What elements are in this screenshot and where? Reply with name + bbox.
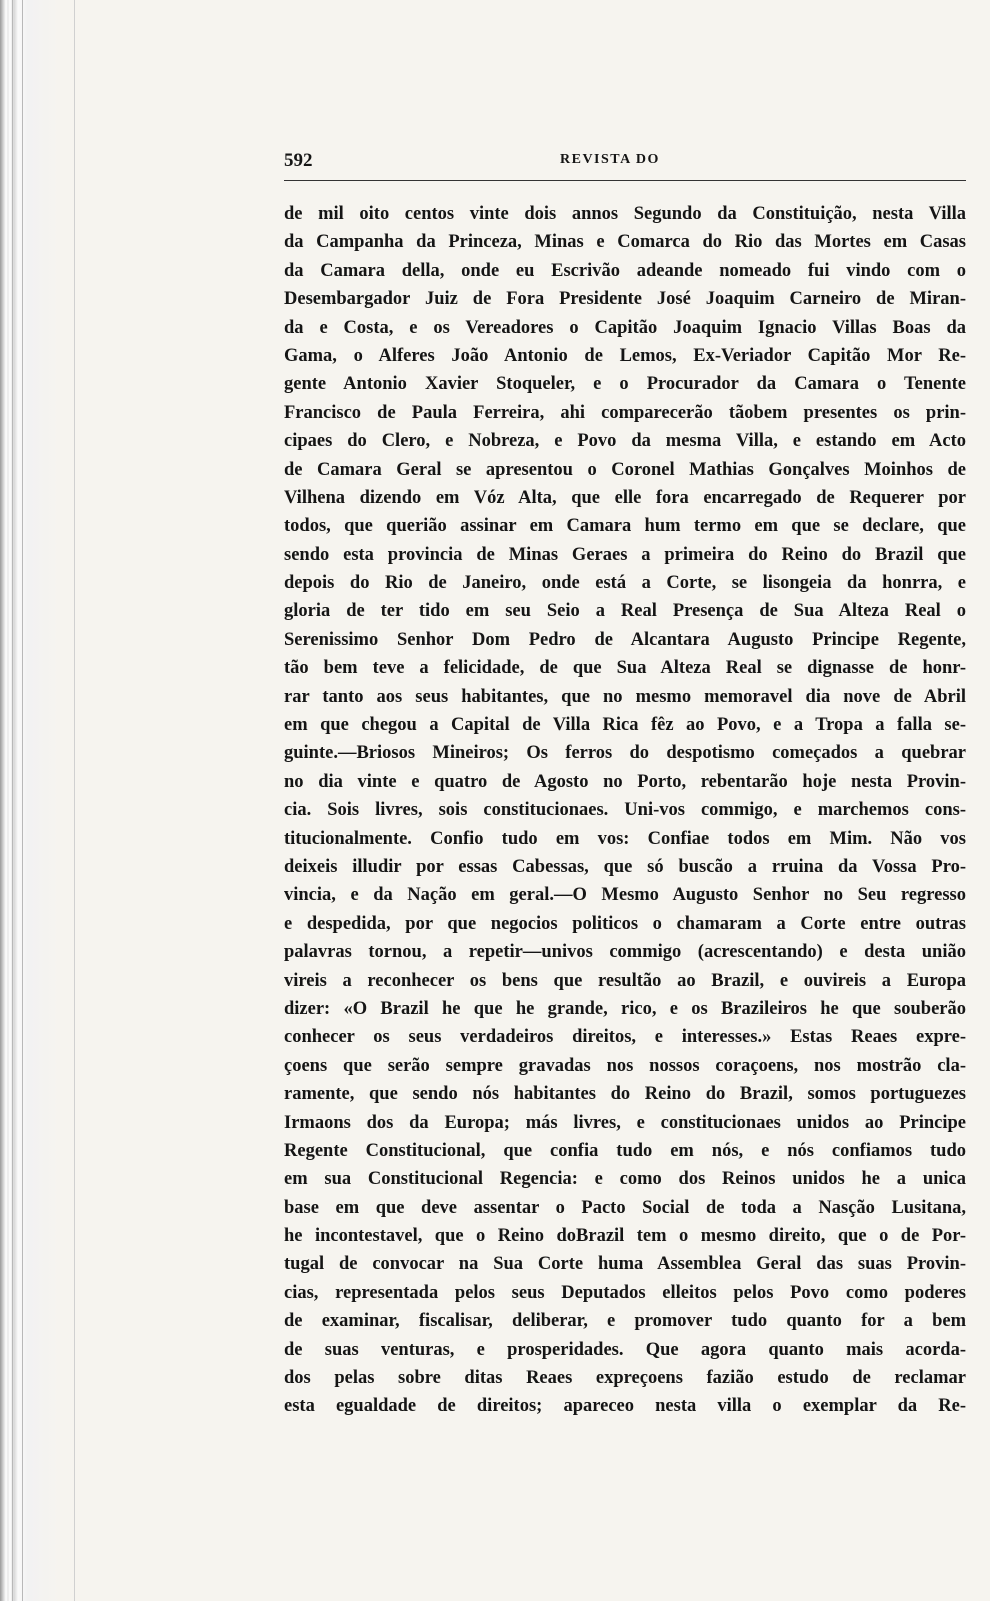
text-line: titucionalmente. Confio tudo em vos: Confiae todos em Mim. Não vos <box>284 828 966 849</box>
text-line: da Camara della, onde eu Escrivão adeande nomeado fui vindo com o <box>284 260 966 281</box>
text-line: ramente, que sendo nós habitantes do Reino do Brazil, somos portuguezes <box>284 1084 966 1105</box>
text-line: de examinar, fiscalisar, deliberar, e promover tudo quanto for a bem <box>284 1311 966 1332</box>
text-line: deixeis illudir por essas Cabessas, que só buscão a rruina da Vossa Pro- <box>284 856 966 877</box>
text-line: Vilhena dizendo em Vóz Alta, que elle fora encarregado de Requerer por <box>284 487 966 508</box>
text-line: Irmaons dos da Europa; más livres, e constitucionaes unidos ao Principe <box>284 1112 966 1133</box>
text-line: vireis a reconhecer os bens que resultão ao Brazil, e ouvireis a Europa <box>284 970 966 991</box>
text-line: todos, que querião assinar em Camara hum termo em que se declare, que <box>284 516 966 537</box>
text-line: de mil oito centos vinte dois annos Segundo da Constituição, nesta Villa <box>284 204 966 224</box>
text-line: Serenissimo Senhor Dom Pedro de Alcantara Augusto Principe Regente, <box>284 629 966 650</box>
page-number: 592 <box>284 150 313 171</box>
binding-line <box>12 0 13 1601</box>
text-line: esta egualdade de direitos; apareceo nesta villa o exemplar da Re- <box>284 1396 966 1417</box>
text-line: de suas venturas, e prosperidades. Que agora quanto mais acorda- <box>284 1339 966 1360</box>
text-line: dizer: «O Brazil he que he grande, rico, e os Brazileiros he que souberão <box>284 998 966 1019</box>
text-line: dos pelas sobre ditas Reaes expreçoens fazião estudo de reclamar <box>284 1368 966 1389</box>
text-line: de Camara Geral se apresentou o Coronel Mathias Gonçalves Moinhos de <box>284 459 966 480</box>
text-line: Regente Constitucional, que confia tudo em nós, e nós confiamos tudo <box>284 1140 966 1161</box>
text-line: gente Antonio Xavier Stoqueler, e o Procurador da Camara o Tenente <box>284 374 966 395</box>
text-line: Desembargador Juiz de Fora Presidente José Joaquim Carneiro de Miran- <box>284 289 966 310</box>
text-line: base em que deve assentar o Pacto Social de toda a Nasção Lusitana, <box>284 1197 966 1218</box>
text-line: gloria de ter tido em seu Seio a Real Presença de Sua Alteza Real o <box>284 601 966 622</box>
text-line: Gama, o Alferes João Antonio de Lemos, Ex-Veriador Capitão Mor Re- <box>284 345 966 366</box>
text-line: vincia, e da Nação em geral.—O Mesmo Augusto Senhor no Seu regresso <box>284 885 966 906</box>
text-line: he incontestavel, que o Reino doBrazil tem o mesmo direito, que o de Por- <box>284 1226 966 1247</box>
text-line: palavras tornou, a repetir—univos commigo (acrescentando) e desta união <box>284 942 966 963</box>
binding-line <box>22 0 23 1601</box>
book-binding-edge <box>0 0 90 1601</box>
text-line: sendo esta provincia de Minas Geraes a primeira do Reino do Brazil que <box>284 544 966 565</box>
text-line: em sua Constitucional Regencia: e como dos Reinos unidos he a unica <box>284 1169 966 1190</box>
text-line: tugal de convocar na Sua Corte huma Assemblea Geral das suas Provin- <box>284 1254 966 1275</box>
text-line: Francisco de Paula Ferreira, ahi comparecerão tãobem presentes os prin- <box>284 402 966 423</box>
header-rule <box>284 180 966 181</box>
text-line: tão bem teve a felicidade, de que Sua Alteza Real se dignasse de honr- <box>284 658 966 679</box>
text-line: cia. Sois livres, sois constitucionaes. Uni-vos commigo, e marchemos cons- <box>284 800 966 821</box>
binding-line <box>74 0 75 1601</box>
text-line: em que chegou a Capital de Villa Rica fêz ao Povo, e a Tropa a falla se- <box>284 715 966 736</box>
text-line: e despedida, por que negocios politicos o chamaram a Corte entre outras <box>284 913 966 934</box>
text-line: guinte.—Briosos Mineiros; Os ferros do despotismo começados a quebrar <box>284 743 966 764</box>
text-line: conhecer os seus verdadeiros direitos, e interesses.» Estas Reaes expre- <box>284 1027 966 1048</box>
text-line: cias, representada pelos seus Deputados elleitos pelos Povo como poderes <box>284 1282 966 1303</box>
body-text <box>284 200 966 1421</box>
text-line: da e Costa, e os Vereadores o Capitão Joaquim Ignacio Villas Boas da <box>284 317 966 338</box>
text-line: cipaes do Clero, e Nobreza, e Povo da mesma Villa, e estando em Acto <box>284 431 966 452</box>
text-line: depois do Rio de Janeiro, onde está a Corte, se lisongeia da honrra, e <box>284 573 966 594</box>
text-line: da Campanha da Princeza, Minas e Comarca do Rio das Mortes em Casas <box>284 232 966 253</box>
text-line: çoens que serão sempre gravadas nos nossos coraçoens, nos mostrão cla- <box>284 1055 966 1076</box>
page-header <box>284 150 966 176</box>
text-line: rar tanto aos seus habitantes, que no mesmo memoravel dia nove de Abril <box>284 686 966 707</box>
running-head: REVISTA DO <box>560 152 660 167</box>
text-line: no dia vinte e quatro de Agosto no Porto, rebentarão hoje nesta Provin- <box>284 771 966 792</box>
